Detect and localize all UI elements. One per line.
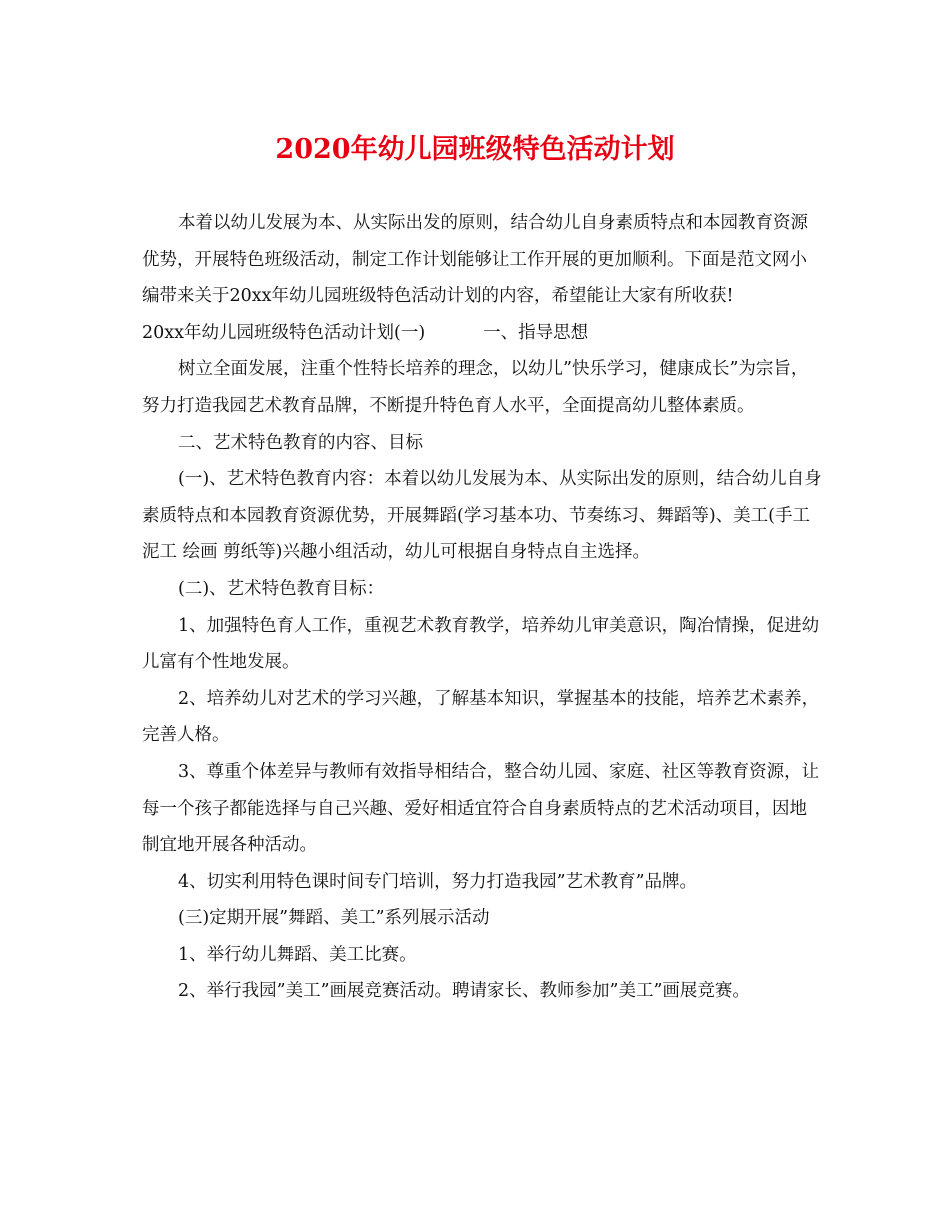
document-body — [142, 205, 822, 1010]
section1-paragraph: 树立全面发展，注重个性特长培养的理念，以幼儿”快乐学习，健康成长”为宗旨，努力打造我园艺术教育品牌，不断提升特色育人水平，全面提高幼儿整体素质。 — [142, 359, 809, 416]
plan-subtitle: 20xx年幼儿园班级特色活动计划(一) — [142, 322, 426, 343]
goal-item-3: 3、尊重个体差异与教师有效指导相结合，整合幼儿园、家庭、社区等教育资源，让每一个孩子都能选择与自己兴趣、爱好相适宜符合自身素质特点的艺术活动项目，因地制宜地开展各种活动。 — [142, 761, 820, 856]
section3-heading: (三)定期开展”舞蹈、美工”系列展示活动 — [178, 908, 490, 929]
activity-item-1: 1、举行幼儿舞蹈、美工比赛。 — [178, 944, 417, 965]
subtitle-line — [142, 315, 822, 352]
section2-goals-heading: (二)、艺术特色教育目标： — [178, 578, 385, 599]
goal-item-2: 2、培养幼儿对艺术的学习兴趣，了解基本知识，掌握基本的技能，培养艺术素养，完善人格。 — [142, 688, 820, 746]
goal-item-4: 4、切实利用特色课时间专门培训，努力打造我园”艺术教育”品牌。 — [178, 871, 698, 892]
section1-heading: 一、指导思想 — [483, 322, 589, 343]
document-title: 2020年幼儿园班级特色活动计划 — [275, 134, 675, 165]
section2-content-paragraph: (一)、艺术特色教育内容：本着以幼儿发展为本、从实际出发的原则，结合幼儿自身素质特点和本园教育资源优势，开展舞蹈(学习基本功、节奏练习、舞蹈等)、美工(手工 泥工 绘画 剪纸等)兴趣小组活动，幼儿可根据自身特点自主选择。 — [142, 469, 822, 563]
intro-paragraph: 本着以幼儿发展为本、从实际出发的原则，结合幼儿自身素质特点和本园教育资源优势，开展特色班级活动，制定工作计划能够让工作开展的更加顺利。下面是范文网小编带来关于20xx年幼儿园班级特色活动计划的内容，希望能让大家有所收获! — [142, 213, 808, 307]
activity-item-2: 2、举行我园”美工”画展竞赛活动。聘请家长、教师参加”美工”画展竞赛。 — [178, 981, 750, 1002]
section2-heading: 二、艺术特色教育的内容、目标 — [178, 432, 423, 453]
goal-item-1: 1、加强特色育人工作，重视艺术教育教学，培养幼儿审美意识，陶冶情操，促进幼儿富有个性地发展。 — [142, 615, 820, 673]
